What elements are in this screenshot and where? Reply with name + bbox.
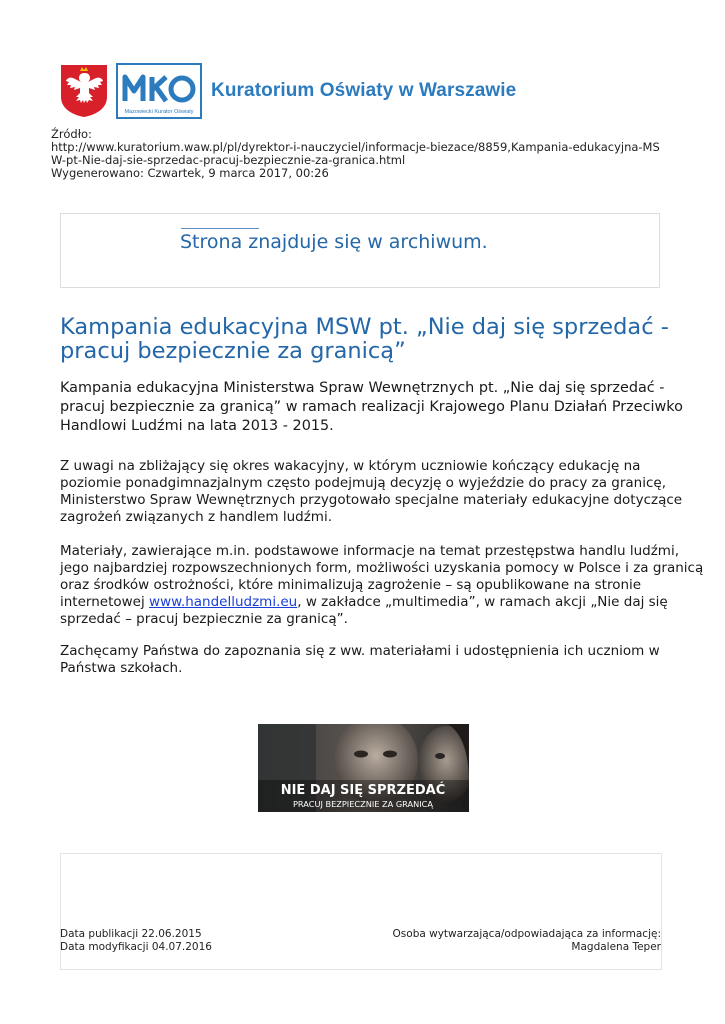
para3-line-2: Państwa szkołach. [60,660,183,676]
lead-line-2: pracuj bezpiecznie za granicą” w ramach realizacji Krajowego Planu Działań Przeciwko [60,399,683,415]
org-name: Kuratorium Oświaty w Warszawie [211,80,517,101]
source-url-line-1: http://www.kuratorium.waw.pl/pl/dyrektor-i-nauczyciel/informacje-biezace/8859,Kampania-edukacyjna-MS [51,140,660,154]
article-title-line-2: pracuj bezpiecznie za granicą” [60,338,406,364]
polish-emblem-icon [59,63,109,118]
lead-line-3: Handlowi Ludźmi na lata 2013 - 2015. [60,418,334,434]
para1-line-4: zagrożeń związanych z handlem ludźmi. [60,509,332,525]
article-title-line-1: Kampania edukacyjna MSW pt. „Nie daj się sprzedać - [60,314,669,340]
banner-title: NIE DAJ SIĘ SPRZEDAĆ [280,783,446,798]
para2-line-4 [60,594,668,611]
banner-subtitle: PRACUJ BEZPIECZNIE ZA GRANICĄ [292,799,434,809]
logo-caption: Mazowiecki Kurator Oświaty [124,109,194,115]
mko-logo [116,63,202,119]
para1-line-1: Z uwagi na zbliżający się okres wakacyjny, w którym uczniowie kończący edukację na [60,458,641,474]
lead-line-1: Kampania edukacyjna Ministerstwa Spraw Wewnętrznych pt. „Nie daj się sprzedać - [60,380,665,396]
source-url-line-2: W-pt-Nie-daj-sie-sprzedac-pracuj-bezpiecznie-za-granica.html [51,153,406,167]
responsible-person-label: Osoba wytwarzająca/odpowiadająca za informację: [392,928,661,940]
para2-line-1: Materiały, zawierające m.in. podstawowe informacje na temat przestępstwa handlu ludźmi, [60,543,679,559]
archive-divider [181,228,259,229]
para2-line-2: jego najbardziej rozpowszechnionych form, możliwości uzyskania pomocy w Polsce i za granicą [60,560,704,576]
para1-line-3: Ministerstwo Spraw Wewnętrznych przygotowało specjalne materiały edukacyjne dotyczące [60,492,683,508]
para2-line-4-start: internetowej [60,594,150,610]
para2-line-5: sprzedać – pracuj bezpiecznie za granicą”. [60,611,348,627]
para3-line-1: Zachęcamy Państwa do zapoznania się z ww. materiałami i udostępnienia ich uczniom w [60,643,660,659]
handelludzmi-link[interactable]: www.handelludzmi.eu [149,594,298,610]
archive-notice: Strona znajduje się w archiwum. [180,231,488,253]
generated-timestamp: Wygenerowano: Czwartek, 9 marca 2017, 00:26 [51,166,329,180]
source-label: Źródło: [51,127,92,141]
para2-line-4-end: , w zakładce „multimedia”, w ramach akcji „Nie daj się [297,594,668,610]
modification-date: Data modyfikacji 04.07.2016 [60,941,212,953]
para1-line-2: poziomie ponadgimnazjalnym często podejmują decyzję o wyjeździe do pracy za granicę, [60,475,666,491]
responsible-person-name: Magdalena Teper [571,941,661,953]
campaign-banner-image [258,724,469,812]
publication-date: Data publikacji 22.06.2015 [60,928,202,940]
para2-line-3: oraz środków ostrożności, które minimalizują zagrożenie – są opublikowane na stronie [60,577,642,593]
